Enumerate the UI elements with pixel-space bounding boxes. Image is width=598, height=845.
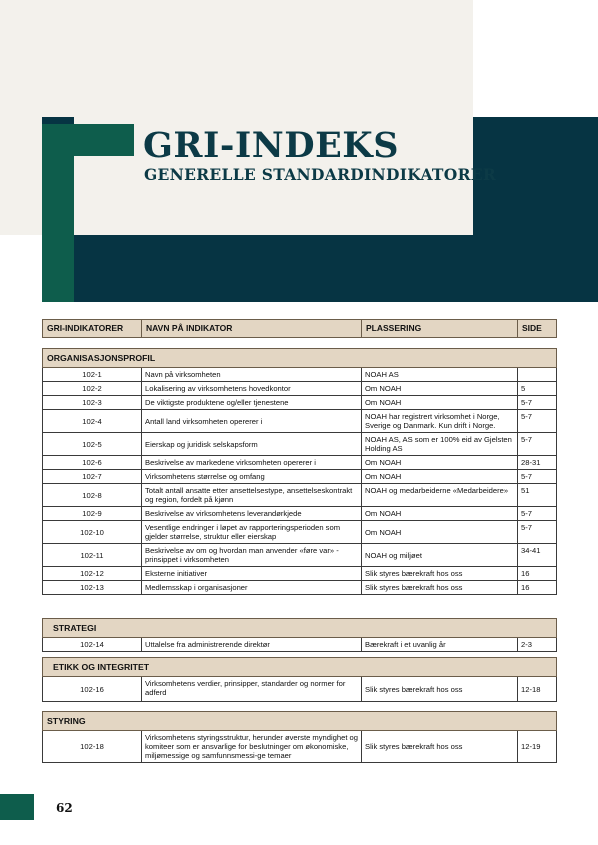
table-row <box>43 521 557 544</box>
indicator-name: Virksomhetens størrelse og omfang <box>142 470 362 484</box>
section-title: STYRING <box>43 712 557 731</box>
indicator-placement: Om NOAH <box>362 521 518 544</box>
indicator-placement: Om NOAH <box>362 396 518 410</box>
indicator-name: Beskrivelse av om og hvordan man anvender «føre var» -prinsippet i virksomheten <box>142 544 362 567</box>
indicator-code: 102-9 <box>43 507 142 521</box>
section-strategi <box>42 618 557 652</box>
indicator-placement: Bærekraft i et uvanlig år <box>362 638 518 652</box>
indicator-name: Totalt antall ansatte etter ansettelsestype, ansettelseskontrakt og region, fordelt på kjønn <box>142 484 362 507</box>
section-etikk <box>42 657 557 702</box>
indicator-placement: Slik styres bærekraft hos oss <box>362 581 518 595</box>
table-row <box>43 581 557 595</box>
table-row <box>43 677 557 702</box>
indicator-code: 102-2 <box>43 382 142 396</box>
indicator-code: 102-6 <box>43 456 142 470</box>
gri-table-header <box>42 319 557 338</box>
page-number: 62 <box>56 801 73 815</box>
indicator-code: 102-7 <box>43 470 142 484</box>
indicator-code: 102-4 <box>43 410 142 433</box>
footer-accent <box>0 794 34 820</box>
indicator-page: 16 <box>518 581 557 595</box>
indicator-code: 102-14 <box>43 638 142 652</box>
indicator-page: 16 <box>518 567 557 581</box>
section-title: ORGANISASJONSPROFIL <box>43 349 557 368</box>
table-row <box>43 410 557 433</box>
table-row <box>43 433 557 456</box>
table-row <box>43 638 557 652</box>
indicator-placement: Slik styres bærekraft hos oss <box>362 677 518 702</box>
indicator-name: Uttalelse fra administrerende direktør <box>142 638 362 652</box>
indicator-placement: Slik styres bærekraft hos oss <box>362 567 518 581</box>
indicator-page: 5 <box>518 382 557 396</box>
indicator-page: 12-19 <box>518 731 557 763</box>
indicator-name: Lokalisering av virksomhetens hovedkontor <box>142 382 362 396</box>
indicator-page: 5-7 <box>518 410 557 433</box>
indicator-placement: NOAH har registrert virksomhet i Norge, Sverige og Danmark. Kun drift i Norge. <box>362 410 518 433</box>
indicator-page: 34-41 <box>518 544 557 567</box>
indicator-placement: NOAH og miljøet <box>362 544 518 567</box>
page-subtitle: GENERELLE STANDARDINDIKATORER <box>144 165 497 184</box>
indicator-placement: NOAH og medarbeiderne «Medarbeidere» <box>362 484 518 507</box>
table-row <box>43 484 557 507</box>
indicator-page: 28-31 <box>518 456 557 470</box>
indicator-code: 102-10 <box>43 521 142 544</box>
indicator-name: Antall land virksomheten opererer i <box>142 410 362 433</box>
indicator-name: Virksomhetens styringsstruktur, herunder øverste myndighet og komiteer som er ansvarlige for beslutninger om økonomiske, miljømessige og samfunnsmessi-ge temaer <box>142 731 362 763</box>
section-title: STRATEGI <box>43 619 557 638</box>
indicator-name: Beskrivelse av markedene virksomheten opererer i <box>142 456 362 470</box>
col-header-page: SIDE <box>518 320 557 338</box>
section-title: ETIKK OG INTEGRITET <box>43 658 557 677</box>
indicator-placement: Om NOAH <box>362 470 518 484</box>
indicator-placement: Om NOAH <box>362 382 518 396</box>
table-row <box>43 382 557 396</box>
table-row <box>43 456 557 470</box>
table-row <box>43 396 557 410</box>
indicator-code: 102-13 <box>43 581 142 595</box>
indicator-placement: Om NOAH <box>362 507 518 521</box>
indicator-name: De viktigste produktene og/eller tjenestene <box>142 396 362 410</box>
indicator-name: Eksterne initiativer <box>142 567 362 581</box>
indicator-name: Beskrivelse av virksomhetens leverandørkjede <box>142 507 362 521</box>
table-row <box>43 368 557 382</box>
section-styring <box>42 711 557 763</box>
col-header-name: NAVN PÅ INDIKATOR <box>142 320 362 338</box>
indicator-code: 102-11 <box>43 544 142 567</box>
indicator-code: 102-1 <box>43 368 142 382</box>
indicator-page <box>518 368 557 382</box>
indicator-code: 102-18 <box>43 731 142 763</box>
indicator-page: 12-18 <box>518 677 557 702</box>
page-title: GRI-INDEKS <box>143 125 399 166</box>
section-organisasjonsprofil <box>42 348 557 595</box>
indicator-page: 2-3 <box>518 638 557 652</box>
header-title-card <box>74 0 473 235</box>
indicator-code: 102-3 <box>43 396 142 410</box>
table-row <box>43 731 557 763</box>
indicator-code: 102-8 <box>43 484 142 507</box>
indicator-code: 102-5 <box>43 433 142 456</box>
indicator-placement: NOAH AS <box>362 368 518 382</box>
indicator-name: Vesentlige endringer i løpet av rapporteringsperioden som gjelder størrelse, struktur eller eierskap <box>142 521 362 544</box>
indicator-placement: Om NOAH <box>362 456 518 470</box>
indicator-page: 5-7 <box>518 521 557 544</box>
col-header-placement: PLASSERING <box>362 320 518 338</box>
indicator-page: 51 <box>518 484 557 507</box>
indicator-code: 102-16 <box>43 677 142 702</box>
table-row <box>43 507 557 521</box>
table-row <box>43 544 557 567</box>
table-row <box>43 470 557 484</box>
indicator-page: 5-7 <box>518 433 557 456</box>
indicator-name: Eierskap og juridisk selskapsform <box>142 433 362 456</box>
table-row <box>43 567 557 581</box>
indicator-placement: NOAH AS, AS som er 100% eid av Gjelsten Holding AS <box>362 433 518 456</box>
indicator-page: 5-7 <box>518 507 557 521</box>
col-header-indicators: GRI-INDIKATORER <box>43 320 142 338</box>
indicator-page: 5-7 <box>518 396 557 410</box>
indicator-name: Navn på virksomheten <box>142 368 362 382</box>
green-corner-accent-top <box>42 124 134 156</box>
indicator-code: 102-12 <box>43 567 142 581</box>
indicator-name: Virksomhetens verdier, prinsipper, standarder og normer for adferd <box>142 677 362 702</box>
indicator-name: Medlemsskap i organisasjoner <box>142 581 362 595</box>
indicator-placement: Slik styres bærekraft hos oss <box>362 731 518 763</box>
indicator-page: 5-7 <box>518 470 557 484</box>
